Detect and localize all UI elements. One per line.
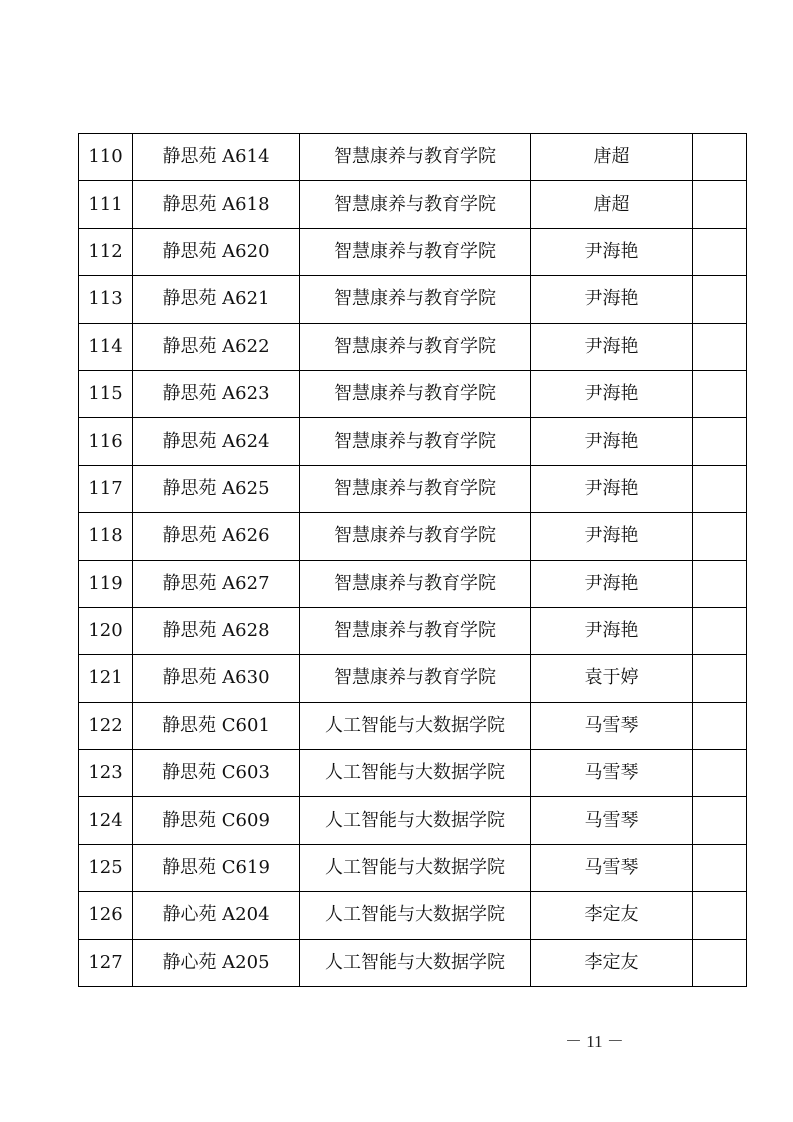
college-cell: 智慧康养与教育学院: [300, 134, 531, 181]
college-cell: 智慧康养与教育学院: [300, 370, 531, 417]
note-cell: [693, 750, 747, 797]
page-number: － 11 －: [565, 1032, 624, 1051]
college-cell: 人工智能与大数据学院: [300, 939, 531, 986]
contact-person-cell: 尹海艳: [531, 370, 693, 417]
college-cell: 人工智能与大数据学院: [300, 844, 531, 891]
note-cell: [693, 323, 747, 370]
contact-person-cell: 马雪琴: [531, 797, 693, 844]
note-cell: [693, 797, 747, 844]
table-row: [79, 370, 747, 417]
note-cell: [693, 513, 747, 560]
room-cell: 静心苑 A205: [133, 939, 300, 986]
room-cell: 静思苑 C609: [133, 797, 300, 844]
row-number-cell: 124: [79, 797, 133, 844]
room-cell: 静思苑 A623: [133, 370, 300, 417]
room-cell: 静思苑 C619: [133, 844, 300, 891]
room-cell: 静思苑 A624: [133, 418, 300, 465]
room-cell: 静思苑 A630: [133, 655, 300, 702]
room-cell: 静思苑 C603: [133, 750, 300, 797]
row-number-cell: 115: [79, 370, 133, 417]
contact-person-cell: 袁于婷: [531, 655, 693, 702]
table-row: [79, 276, 747, 323]
note-cell: [693, 607, 747, 654]
college-cell: 智慧康养与教育学院: [300, 418, 531, 465]
room-cell: 静心苑 A204: [133, 892, 300, 939]
room-cell: 静思苑 A621: [133, 276, 300, 323]
table-row: [79, 702, 747, 749]
table-row: [79, 607, 747, 654]
table-row: [79, 655, 747, 702]
room-cell: 静思苑 A626: [133, 513, 300, 560]
college-cell: 人工智能与大数据学院: [300, 702, 531, 749]
college-cell: 智慧康养与教育学院: [300, 276, 531, 323]
table-row: [79, 750, 747, 797]
contact-person-cell: 马雪琴: [531, 844, 693, 891]
contact-person-cell: 尹海艳: [531, 276, 693, 323]
contact-person-cell: 尹海艳: [531, 228, 693, 275]
table-row: [79, 181, 747, 228]
college-cell: 人工智能与大数据学院: [300, 892, 531, 939]
room-cell: 静思苑 A628: [133, 607, 300, 654]
row-number-cell: 117: [79, 465, 133, 512]
room-cell: 静思苑 A622: [133, 323, 300, 370]
contact-person-cell: 尹海艳: [531, 323, 693, 370]
note-cell: [693, 702, 747, 749]
college-cell: 智慧康养与教育学院: [300, 655, 531, 702]
table-row: [79, 560, 747, 607]
table-row: [79, 228, 747, 275]
table-row: [79, 465, 747, 512]
contact-person-cell: 尹海艳: [531, 418, 693, 465]
row-number-cell: 113: [79, 276, 133, 323]
room-cell: 静思苑 A625: [133, 465, 300, 512]
row-number-cell: 119: [79, 560, 133, 607]
row-number-cell: 112: [79, 228, 133, 275]
dormitory-table-container: [78, 133, 746, 987]
room-cell: 静思苑 A627: [133, 560, 300, 607]
room-cell: 静思苑 A614: [133, 134, 300, 181]
note-cell: [693, 228, 747, 275]
table-row: [79, 892, 747, 939]
note-cell: [693, 892, 747, 939]
college-cell: 智慧康养与教育学院: [300, 513, 531, 560]
row-number-cell: 114: [79, 323, 133, 370]
row-number-cell: 116: [79, 418, 133, 465]
row-number-cell: 118: [79, 513, 133, 560]
contact-person-cell: 尹海艳: [531, 513, 693, 560]
contact-person-cell: 李定友: [531, 939, 693, 986]
college-cell: 人工智能与大数据学院: [300, 797, 531, 844]
contact-person-cell: 尹海艳: [531, 465, 693, 512]
row-number-cell: 125: [79, 844, 133, 891]
college-cell: 人工智能与大数据学院: [300, 750, 531, 797]
contact-person-cell: 唐超: [531, 134, 693, 181]
dormitory-table: [78, 133, 747, 987]
table-row: [79, 134, 747, 181]
note-cell: [693, 844, 747, 891]
note-cell: [693, 134, 747, 181]
contact-person-cell: 尹海艳: [531, 560, 693, 607]
room-cell: 静思苑 A618: [133, 181, 300, 228]
room-cell: 静思苑 A620: [133, 228, 300, 275]
note-cell: [693, 276, 747, 323]
row-number-cell: 121: [79, 655, 133, 702]
note-cell: [693, 939, 747, 986]
contact-person-cell: 李定友: [531, 892, 693, 939]
note-cell: [693, 370, 747, 417]
college-cell: 智慧康养与教育学院: [300, 228, 531, 275]
college-cell: 智慧康养与教育学院: [300, 465, 531, 512]
table-body: [79, 134, 747, 987]
table-row: [79, 844, 747, 891]
table-row: [79, 418, 747, 465]
college-cell: 智慧康养与教育学院: [300, 560, 531, 607]
row-number-cell: 127: [79, 939, 133, 986]
note-cell: [693, 181, 747, 228]
row-number-cell: 111: [79, 181, 133, 228]
row-number-cell: 126: [79, 892, 133, 939]
contact-person-cell: 尹海艳: [531, 607, 693, 654]
contact-person-cell: 马雪琴: [531, 702, 693, 749]
table-row: [79, 797, 747, 844]
table-row: [79, 323, 747, 370]
table-row: [79, 939, 747, 986]
note-cell: [693, 655, 747, 702]
note-cell: [693, 418, 747, 465]
contact-person-cell: 马雪琴: [531, 750, 693, 797]
row-number-cell: 120: [79, 607, 133, 654]
row-number-cell: 110: [79, 134, 133, 181]
note-cell: [693, 465, 747, 512]
table-row: [79, 513, 747, 560]
college-cell: 智慧康养与教育学院: [300, 607, 531, 654]
row-number-cell: 122: [79, 702, 133, 749]
row-number-cell: 123: [79, 750, 133, 797]
college-cell: 智慧康养与教育学院: [300, 181, 531, 228]
college-cell: 智慧康养与教育学院: [300, 323, 531, 370]
contact-person-cell: 唐超: [531, 181, 693, 228]
room-cell: 静思苑 C601: [133, 702, 300, 749]
note-cell: [693, 560, 747, 607]
